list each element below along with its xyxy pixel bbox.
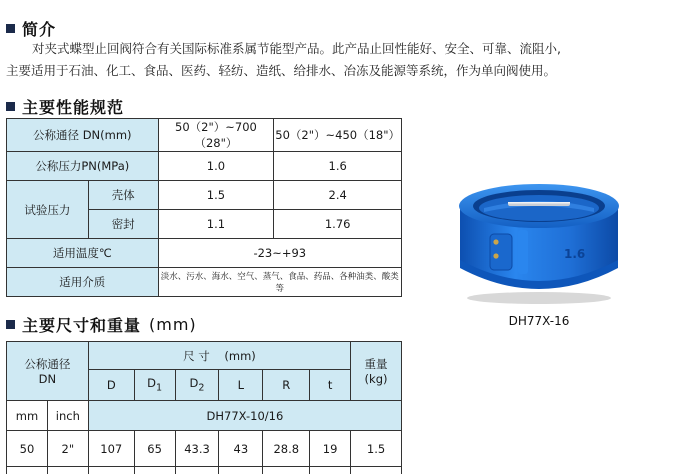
col-d1-sub: 1 [155, 382, 163, 394]
col-d1-base: D [147, 376, 156, 391]
table-row [7, 431, 402, 467]
unit-inch: inch [47, 401, 88, 431]
col-d2-sub: 2 [198, 382, 205, 394]
dn-header [7, 342, 89, 401]
cell-d: 107 [88, 431, 134, 467]
table-row [7, 152, 402, 181]
size-header [88, 342, 350, 370]
temp-value: -23~+93 [158, 239, 401, 268]
product-caption: DH77X-16 [508, 314, 570, 328]
cell-mm: 50 [7, 431, 48, 467]
dn-header-sub: DN [38, 372, 57, 386]
shell-label: 壳体 [88, 181, 158, 210]
intro-heading [6, 17, 56, 40]
shell-value-1: 1.5 [158, 181, 274, 210]
medium-label: 适用介质 [7, 268, 159, 297]
cell-d2: 43.3 [175, 431, 219, 467]
heading-bullet [6, 102, 15, 111]
temp-label: 适用温度℃ [7, 239, 159, 268]
dn-header-text: 公称通径 [24, 357, 71, 371]
table-row [7, 401, 402, 431]
table-row [7, 239, 402, 268]
shell-value-2: 2.4 [274, 181, 402, 210]
col-t: t [310, 370, 351, 401]
pn-value-1: 1.0 [158, 152, 274, 181]
size-header-text: 尺 寸 [183, 348, 210, 363]
cell-d1: 65 [134, 431, 175, 467]
dn-value-2: 50（2"）~450（18"） [274, 119, 402, 152]
intro-line-1: 对夹式蝶型止回阀符合有关国际标准系属节能型产品。此产品止回性能好、安全、可靠、流阻小, [32, 41, 561, 56]
dn-label: 公称通径 DN(mm) [7, 119, 159, 152]
size-header-unit: (mm) [224, 348, 256, 363]
weight-header [351, 342, 402, 401]
dims-heading-text: 主要尺寸和重量 [22, 316, 142, 335]
weight-header-unit: (kg) [364, 372, 388, 386]
table-row [7, 181, 402, 210]
dims-heading-unit: (mm) [149, 315, 197, 334]
pn-label: 公称压力PN(MPa) [7, 152, 159, 181]
test-pressure-label: 试验压力 [7, 181, 89, 239]
cell-r: 28.8 [263, 431, 310, 467]
dn-value-1: 50（2"）~700（28"） [158, 119, 274, 152]
spec-heading-text: 主要性能规范 [22, 98, 125, 117]
pn-value-2: 1.6 [274, 152, 402, 181]
cell-inch: 2" [47, 431, 88, 467]
valve-product-image [438, 176, 640, 306]
table-row [7, 119, 402, 152]
seal-value-2: 1.76 [274, 210, 402, 239]
cell-t: 19 [310, 431, 351, 467]
col-r: R [263, 370, 310, 401]
heading-bullet [6, 320, 15, 329]
cell-kg: 1.5 [351, 431, 402, 467]
seal-label: 密封 [88, 210, 158, 239]
model-row: DH77X-10/16 [88, 401, 401, 431]
medium-value: 淡水、污水、海水、空气、蒸气、食品、药品、各种油类、酸类等 [158, 268, 401, 297]
valve-marking: 1.6 [564, 247, 586, 261]
spec-table [6, 118, 402, 297]
heading-bullet [6, 24, 15, 33]
intro-paragraph [6, 38, 696, 82]
col-l: L [219, 370, 263, 401]
intro-heading-text: 简介 [22, 20, 57, 39]
table-row [7, 342, 402, 370]
valve-illustration [438, 176, 640, 306]
dims-heading [6, 313, 197, 336]
col-d2-base: D [189, 376, 199, 391]
cell-l: 43 [219, 431, 263, 467]
spec-heading [6, 95, 124, 118]
col-d1 [134, 370, 175, 401]
col-d2 [175, 370, 219, 401]
weight-header-text: 重量 [364, 357, 388, 371]
intro-line-2: 主要适用于石油、化工、食品、医药、轻纺、造纸、给排水、冶冻及能源等系统，作为单向阀使用。 [6, 63, 557, 78]
unit-mm: mm [7, 401, 48, 431]
dimensions-table [6, 341, 402, 474]
col-d: D [88, 370, 134, 401]
table-row [7, 268, 402, 297]
table-row [7, 467, 402, 474]
seal-value-1: 1.1 [158, 210, 274, 239]
